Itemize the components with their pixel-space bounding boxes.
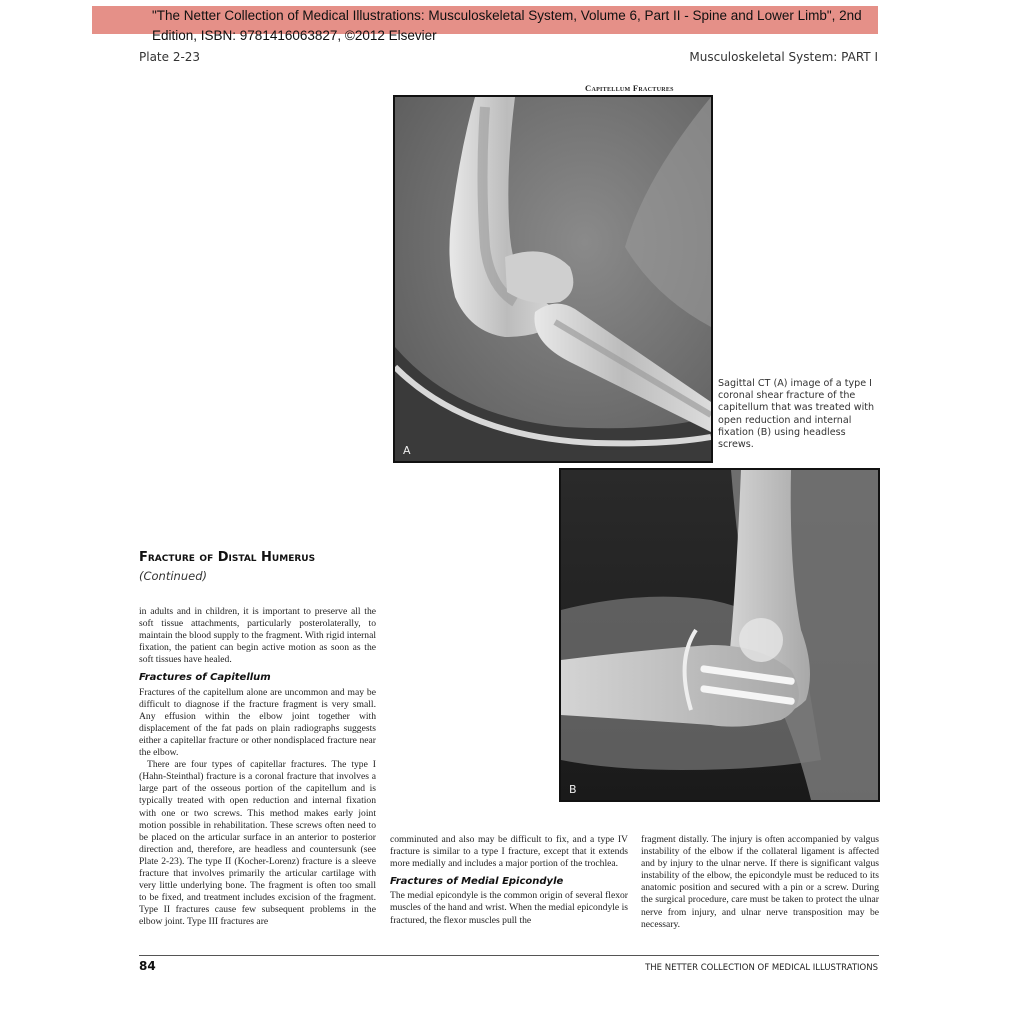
xray-illustration (561, 470, 878, 800)
figure-a-label: A (403, 444, 411, 457)
subsection-heading-capitellum: Fractures of Capitellum (139, 672, 271, 684)
text-column-1 (139, 606, 376, 928)
ct-scan-illustration (395, 97, 711, 461)
text-column-2 (390, 834, 628, 927)
text-column-3 (641, 834, 879, 931)
running-header: Musculoskeletal System: PART I (689, 50, 878, 64)
subsection-heading-medial-epicondyle: Fractures of Medial Epicondyle (390, 876, 564, 888)
figure-title: Capitellum Fractures (585, 83, 674, 93)
footer-rule (139, 955, 879, 956)
figure-caption: Sagittal CT (A) image of a type I coronal shear fracture of the capitellum that was treated with open reduction and internal fixation (B) using headless screws. (718, 378, 875, 451)
plate-number: Plate 2-23 (139, 50, 201, 64)
paragraph: Fractures of the capitellum alone are uncommon and may be difficult to diagnose if the fracture fragment is very small. Any effusion within the elbow joint together with displacement of the fat pads on plain radiographs suggests either a capitellar fracture or other nondisplaced fracture near the elbow. (139, 686, 376, 759)
paragraph: The medial epicondyle is the common origin of several flexor muscles of the hand and wrist. When the medial epicondyle is fractured, the flexor muscles pull the (390, 890, 628, 926)
paragraph: in adults and in children, it is important to preserve all the soft tissue attachments, particularly posterolaterally, to maintain the blood supply to the fragment. With rigid internal fixation, the patient can begin active motion as soon as the soft tissues have healed. (139, 606, 376, 666)
section-title: Fracture of Distal Humerus (139, 550, 316, 565)
figure-a-ct-image (393, 95, 713, 463)
paragraph: There are four types of capitellar fractures. The type I (Hahn-Steinthal) fracture is a coronal fracture that involves a large part of the osseous portion of the capitellum and is typically treated with open reduction and internal fixation with one or two screws. This method makes early joint motion possible in rehabilitation. These screws often need to be placed on the articular surface in an anterior to posterior direction and, therefore, are headless and countersunk (see Plate 2-23). The type II (Kocher-Lorenz) fracture is a sleeve fracture that involves primarily the articular cartilage with very little underlying bone. The fragment is often too small to be fixed, and treatment includes excision of the fragment. Type II fractures cause few subsequent problems in the elbow joint. Type III fractures are (139, 759, 376, 928)
section-subtitle: (Continued) (139, 569, 207, 583)
paragraph: fragment distally. The injury is often accompanied by valgus instability of the elbow if the collateral ligament is affected and by injury to the ulnar nerve. If there is significant valgus instability of the elbow, the epicondyle must be reduced to its anatomic position and secured with a pin or a screw. During the surgical procedure, care must be taken to protect the ulnar nerve from injury, and ulnar nerve transposition may be necessary. (641, 834, 879, 930)
figure-b-label: B (569, 783, 577, 796)
citation-line-2: Edition, ISBN: 9781416063827, ©2012 Elsevier (152, 28, 437, 43)
paragraph: comminuted and also may be difficult to fix, and a type IV fracture is similar to a type I fracture, except that it extends more medially and includes a major portion of the trochlea. (390, 834, 628, 870)
citation-text (152, 6, 922, 46)
citation-line-1: "The Netter Collection of Medical Illustrations: Musculoskeletal System, Volume 6, Part II - Spine and Lower Limb", 2nd (152, 8, 862, 23)
footer-title: THE NETTER COLLECTION OF MEDICAL ILLUSTRATIONS (645, 963, 878, 973)
page-number: 84 (139, 959, 156, 973)
figure-b-xray-image (559, 468, 880, 802)
